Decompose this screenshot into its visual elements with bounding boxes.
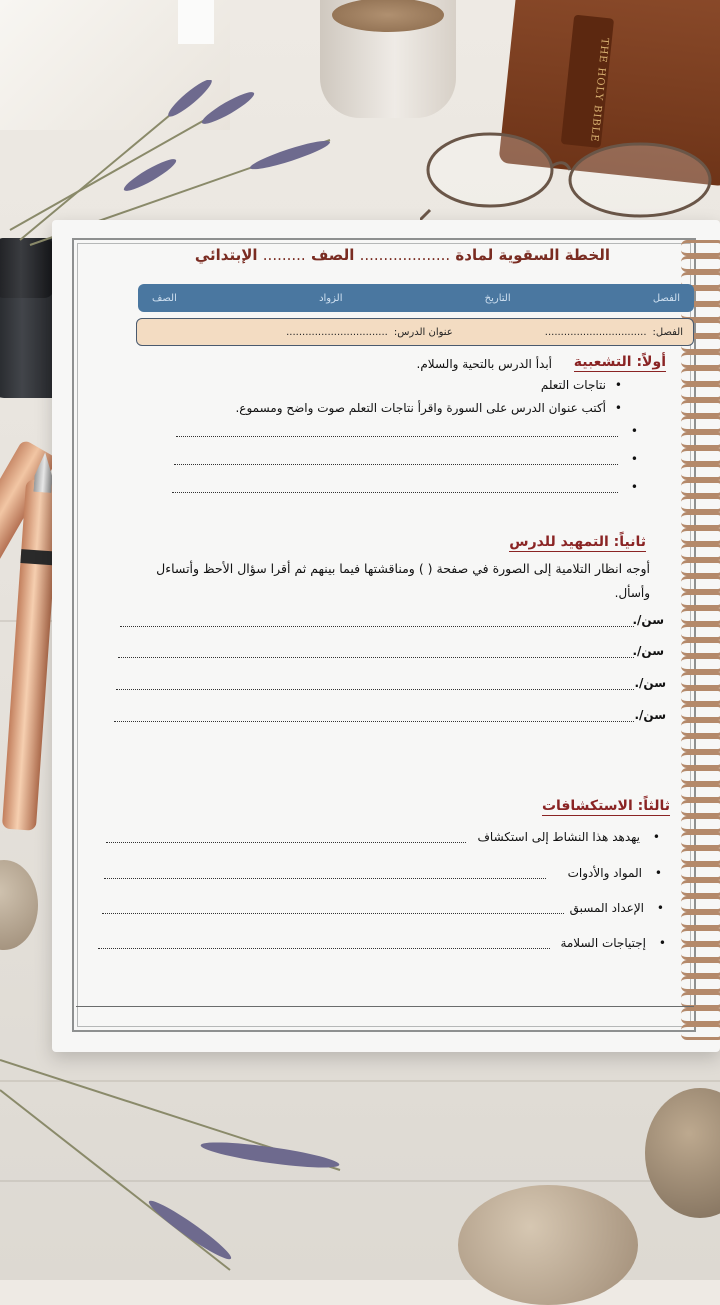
worksheet-title	[195, 246, 610, 264]
bullet-dot: •	[658, 936, 666, 950]
bullet-dot: •	[630, 452, 638, 466]
worksheet-page	[52, 220, 720, 1052]
spiral-ring	[681, 864, 720, 880]
spiral-ring	[681, 256, 720, 272]
spiral-ring	[681, 752, 720, 768]
spiral-ring	[681, 352, 720, 368]
bullet-dot: •	[630, 424, 638, 438]
section1-bullet1: نتاجات التعلم •	[541, 378, 606, 392]
info-bar	[138, 284, 694, 312]
spiral-ring	[681, 736, 720, 752]
spiral-ring	[681, 688, 720, 704]
section2-instruction: أوجه انظار التلامية إلى الصورة في صفحة ( ) ومناقشتها فيما بينهم ثم أقرا سؤال الأحظ وأتساءل	[156, 561, 650, 576]
lavender-sprigs-bottom	[0, 1040, 360, 1280]
title-part2: الصف	[310, 246, 355, 264]
spiral-ring	[681, 464, 720, 480]
spiral-ring	[681, 512, 720, 528]
spiral-ring	[681, 1008, 720, 1024]
question-answer-line[interactable]	[120, 626, 634, 627]
spiral-ring	[681, 960, 720, 976]
exploration-answer-line[interactable]	[104, 878, 546, 879]
spiral-ring	[681, 848, 720, 864]
spiral-ring	[681, 912, 720, 928]
bullet-dot: •	[652, 830, 660, 844]
question-label: سن/.	[632, 613, 664, 627]
answer-line[interactable]	[174, 464, 618, 465]
spiral-ring	[681, 432, 720, 448]
spiral-ring	[681, 976, 720, 992]
spiral-ring	[681, 592, 720, 608]
bullet-dot: •	[630, 480, 638, 494]
spiral-ring	[681, 560, 720, 576]
spiral-ring	[681, 928, 720, 944]
page-bottom-rule	[76, 1006, 694, 1007]
spiral-ring	[681, 528, 720, 544]
spiral-ring	[681, 384, 720, 400]
spiral-ring	[681, 368, 720, 384]
section3-title: ثالثاً: الاستكشافات	[541, 798, 670, 814]
class-label: الفصل:	[652, 326, 683, 338]
exploration-answer-line[interactable]	[102, 913, 564, 914]
question-label: سن/.	[634, 708, 666, 722]
bullet-dot: •	[654, 866, 662, 880]
exploration-item: الإعداد المسبق	[569, 901, 644, 915]
info-bar-grade: الصف	[152, 292, 177, 304]
spiral-ring	[681, 832, 720, 848]
eyeglasses	[420, 130, 720, 230]
section1-bullet2: أكتب عنوان الدرس على السورة واقرأ نتاجات التعلم صوت واضح ومسموع. •	[235, 401, 606, 415]
info-bar-date: التاريخ	[484, 292, 511, 304]
spiral-ring	[681, 640, 720, 656]
spiral-ring	[681, 656, 720, 672]
lesson-info-bar	[136, 318, 694, 346]
exploration-answer-line[interactable]	[106, 842, 466, 843]
spiral-ring	[681, 416, 720, 432]
spiral-ring	[681, 896, 720, 912]
section1-intro: أبدأ الدرس بالتحية والسلام.	[416, 357, 552, 371]
spiral-ring	[681, 496, 720, 512]
question-label: سن/.	[634, 676, 666, 690]
section1-title: أولاً: التشعبية	[573, 354, 666, 370]
spiral-ring	[681, 400, 720, 416]
spiral-binding	[680, 240, 720, 1040]
exploration-item: يهدهد هذا النشاط إلى استكشاف	[477, 830, 640, 844]
info-bar-class: الفصل	[652, 292, 680, 304]
bullet-dot: •	[656, 901, 664, 915]
spiral-ring	[681, 576, 720, 592]
spiral-ring	[681, 800, 720, 816]
spiral-ring	[681, 672, 720, 688]
spiral-ring	[681, 880, 720, 896]
pebble	[458, 1185, 638, 1305]
section2-title: ثانياً: التمهيد للدرس	[509, 534, 646, 550]
section2-instruction-cont: وأسأل.	[614, 586, 650, 600]
answer-line[interactable]	[172, 492, 618, 493]
title-dots1: ...................	[359, 246, 451, 264]
book-spine-text: THE HOLY BIBLE	[588, 37, 611, 144]
coffee-surface	[332, 0, 444, 32]
spiral-ring	[681, 704, 720, 720]
spiral-ring	[681, 944, 720, 960]
exploration-item: المواد والأدوات	[567, 866, 642, 880]
lesson-title-blank: ................................	[286, 326, 388, 338]
spiral-ring	[681, 544, 720, 560]
question-answer-line[interactable]	[118, 657, 634, 658]
question-answer-line[interactable]	[114, 721, 634, 722]
class-blank: ................................	[544, 326, 647, 338]
spiral-ring	[681, 720, 720, 736]
spiral-ring	[681, 816, 720, 832]
spiral-ring	[681, 608, 720, 624]
spiral-ring	[681, 448, 720, 464]
exploration-item: إجتياجات السلامة	[560, 936, 646, 950]
spiral-ring	[681, 1024, 720, 1040]
lesson-title-label: عنوان الدرس:	[393, 326, 453, 338]
coffee-cup	[320, 0, 456, 118]
title-part3: الإبتدائي	[194, 246, 258, 264]
spiral-ring	[681, 480, 720, 496]
info-bar-period: الزواد	[319, 292, 343, 304]
title-part1: الخطة السقوية لمادة	[455, 246, 610, 264]
spiral-ring	[681, 784, 720, 800]
answer-line[interactable]	[176, 436, 618, 437]
spiral-ring	[681, 768, 720, 784]
pen-band	[20, 549, 55, 565]
spiral-ring	[681, 624, 720, 640]
spiral-ring	[681, 240, 720, 256]
question-label: سن/.	[632, 644, 664, 658]
title-dots2: .........	[262, 246, 306, 264]
exploration-answer-line[interactable]	[98, 948, 550, 949]
question-answer-line[interactable]	[116, 689, 634, 690]
